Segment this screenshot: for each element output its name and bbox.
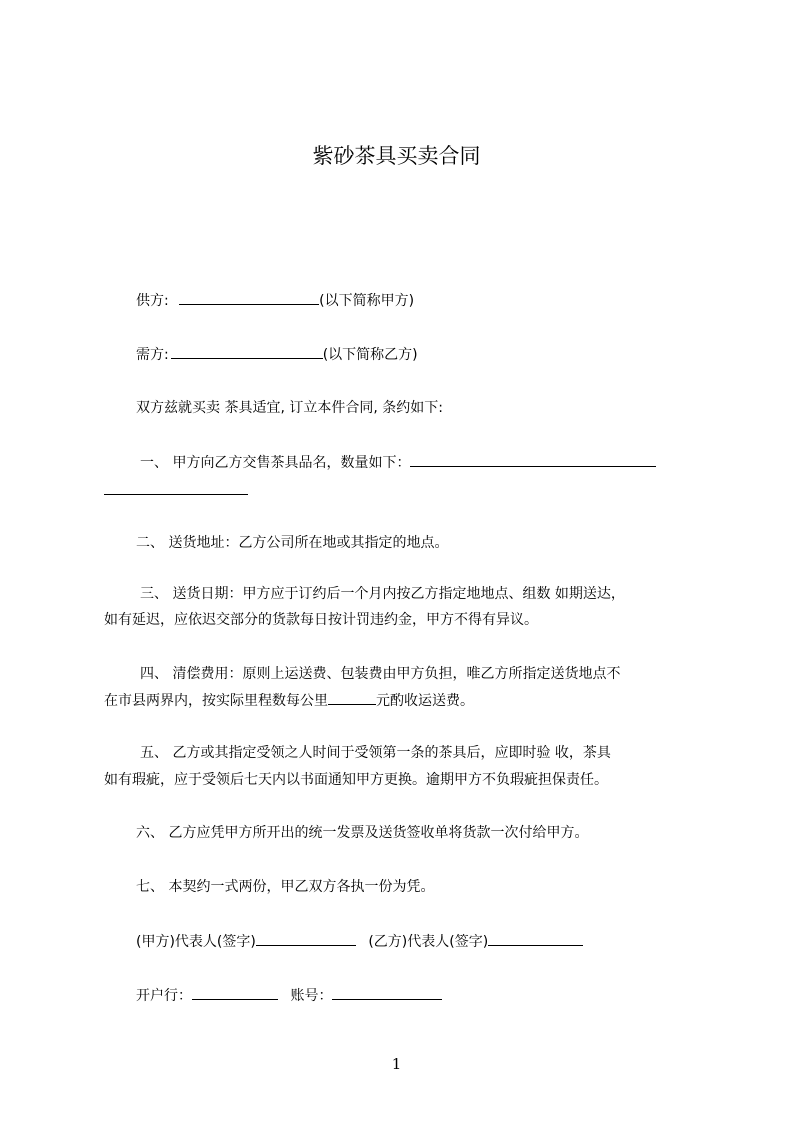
buyer-line: [136, 344, 418, 365]
clause-4-line-1: 四、 清偿费用：原则上运送费、包装费由甲方负担，唯乙方所指定送货地点不: [140, 666, 621, 682]
clause-3-line-2: 如有延迟，应依迟交部分的货款每日按计罚违约金，甲方不得有异议。: [104, 612, 538, 628]
clause-4-line-2: [104, 690, 474, 711]
clause-1-blank: [410, 452, 656, 467]
clause-5-line-1: 五、 乙方或其指定受领之人时间于受领第一条的茶具后，应即时验 收，茶具: [140, 745, 611, 761]
clause-4-blank: [328, 690, 376, 705]
clause-1-text: 一、 甲方向乙方交售茶具品名，数量如下：: [140, 455, 411, 471]
signature-a-label: (甲方)代表人(签字): [136, 934, 256, 950]
buyer-label: 需方:: [136, 347, 169, 363]
clause-1: [140, 452, 656, 473]
account-label: 账号：: [290, 988, 333, 1004]
clause-1-blank-2: [104, 480, 248, 495]
supplier-suffix: (以下简称甲方): [319, 293, 415, 309]
supplier-blank: [179, 290, 319, 305]
signature-b-blank: [488, 931, 583, 946]
supplier-label: 供方:: [136, 293, 169, 309]
buyer-suffix: (以下简称乙方): [322, 347, 418, 363]
clause-1-continuation: [104, 480, 248, 501]
page-number: 1: [391, 1055, 402, 1073]
account-blank: [332, 985, 442, 1000]
signature-b-label: (乙方)代表人(签字): [368, 934, 489, 950]
clause-3-line-1: 三、 送货日期：甲方应于订约后一个月内按乙方指定地地点、组数 如期送达，: [140, 586, 625, 602]
clause-2: 二、 送货地址：乙方公司所在地或其指定的地点。: [136, 535, 449, 551]
clause-4-text-b: 元酌收运送费。: [376, 693, 474, 709]
clause-6: 六、 乙方应凭甲方所开出的统一发票及送货签收单将货款一次付给甲方。: [136, 825, 589, 841]
clause-5-line-2: 如有瑕疵，应于受领后七天内以书面通知甲方更换。逾期甲方不负瑕疵担保责任。: [104, 772, 608, 788]
document-title: 紫砂茶具买卖合同: [312, 144, 481, 168]
bank-line: [136, 985, 442, 1006]
buyer-blank: [171, 344, 323, 359]
bank-label: 开户行：: [136, 988, 192, 1004]
clause-4-text-a: 在市县两界内，按实际里程数每公里: [104, 693, 328, 709]
clause-7: 七、 本契约一式两份，甲乙双方各执一份为凭。: [136, 879, 435, 895]
bank-blank: [192, 985, 278, 1000]
signature-a-blank: [256, 931, 356, 946]
supplier-line: [136, 290, 414, 311]
intro-line: 双方兹就买卖 茶具适宜, 订立本件合同, 条约如下:: [136, 400, 443, 416]
signature-line: [136, 931, 583, 952]
